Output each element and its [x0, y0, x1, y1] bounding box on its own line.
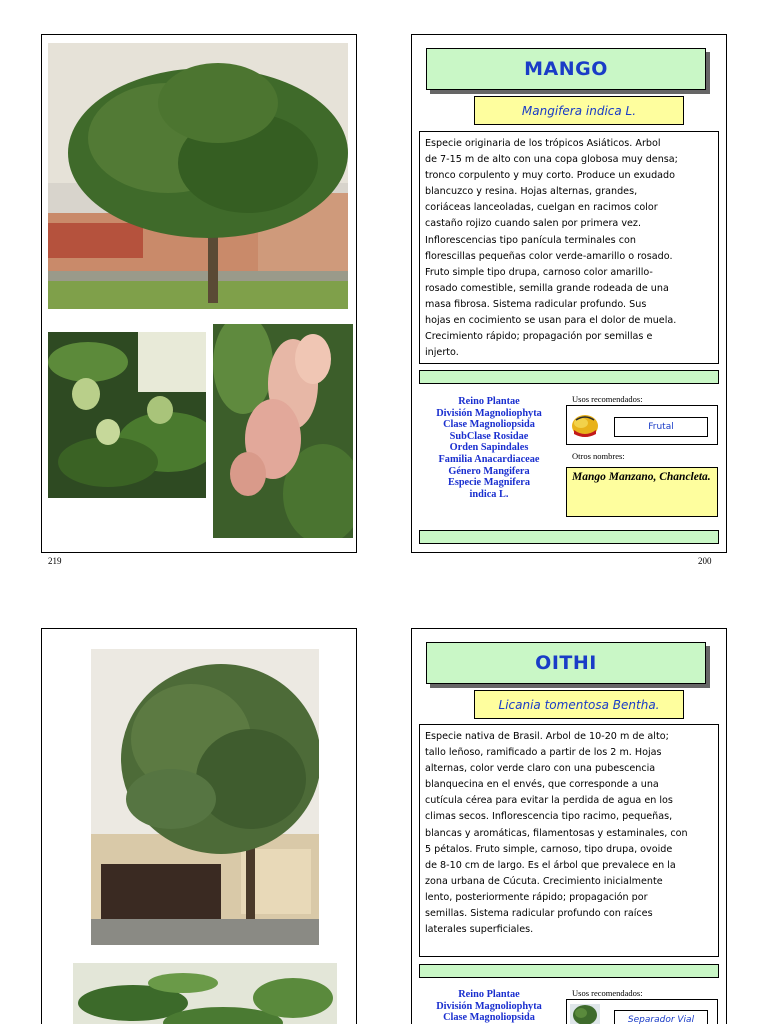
description-line: climas secos. Inflorescencia tipo racimo, pequeñas,: [425, 811, 673, 823]
description-line: castaño rojizo cuando salen por primera vez.: [425, 218, 642, 230]
taxonomy-line: Reino Plantae: [458, 396, 520, 407]
right-page-number: 200: [698, 556, 712, 566]
description-line: blancuzco y resina. Hojas alternas, grandes,: [425, 186, 638, 198]
divider-bar-top: [419, 370, 719, 384]
description-line: coriáceas lanceoladas, cuelgan en racimos color: [425, 202, 658, 214]
left-page-number: 219: [48, 556, 62, 566]
taxonomy-line: Orden Sapindales: [449, 442, 529, 454]
description-line: hojas en cocimiento se usan para el dolor de muela.: [425, 315, 677, 327]
taxonomy-line: Reino Plantae: [458, 989, 520, 1000]
description-line: laterales superficiales.: [425, 924, 534, 936]
description-line: blanquecina en el envés, que corresponde a una: [425, 779, 659, 791]
mango-fruit-photo: [48, 332, 206, 498]
description-line: alternas, color verde claro con una pubescencia: [425, 763, 656, 775]
description-line: Especie nativa de Brasil. Arbol de 10-20 m de alto;: [425, 731, 669, 742]
scientific-name-2: Licania tomentosa Bentha.: [498, 697, 660, 712]
taxonomy-line: Clase Magnoliopsida: [443, 419, 535, 431]
usos-label: Usos recomendados:: [572, 394, 643, 404]
usos-tag: Frutal: [614, 417, 708, 437]
scientific-name: Mangifera indica L.: [521, 103, 637, 118]
mango-tree-photo: [48, 43, 348, 309]
taxonomy-line: Especie Magnifera: [447, 477, 531, 489]
description-line: tallo leñoso, ramificado a partir de los 2 m. Hojas: [425, 747, 662, 759]
taxonomy-line: División Magnoliophyta: [436, 407, 542, 419]
description-line: 5 pétalos. Fruto simple, carnoso, tipo drupa, ovoide: [425, 843, 673, 855]
taxonomy-block: [421, 396, 557, 500]
description-line: Crecimiento rápido; propagación por semillas e: [425, 331, 653, 343]
scientific-name-box-2: [474, 690, 684, 719]
taxonomy-line: Clase Magnoliopsida: [443, 1012, 535, 1024]
description-line: lento, posteriormente rápido; propagación por: [425, 891, 648, 903]
usos-tag-2: Separador Vial: [614, 1010, 708, 1024]
left-page-1: [41, 34, 357, 553]
divider-bar-bottom: [419, 530, 719, 544]
taxonomy-line: División Magnoliophyta: [436, 1000, 542, 1012]
usos-label-2: Usos recomendados:: [572, 988, 643, 998]
description-line: rosado comestible, semilla grande rodeada de una: [425, 282, 669, 294]
mango-flower-photo: [213, 324, 353, 538]
description-line: de 7-15 m de alto con una copa globosa muy densa;: [425, 154, 678, 166]
description-line: tronco corpulento y muy corto. Produce un exudado: [425, 170, 676, 182]
description-line: Fruto simple tipo drupa, carnoso color amarillo-: [425, 266, 653, 278]
scientific-name-box: [474, 96, 684, 125]
species-title-box: [426, 48, 706, 90]
fruit-icon: [570, 410, 600, 440]
oithi-leaves-photo: [73, 963, 337, 1024]
otros-label: Otros nombres:: [572, 451, 625, 461]
description-line: de 8-10 cm de largo. Es el árbol que prevalece en la: [425, 859, 676, 871]
oithi-tree-photo: [91, 649, 319, 945]
taxonomy-line: Familia Anacardiaceae: [438, 453, 540, 465]
description-line: injerto.: [425, 347, 459, 359]
description-line: Inflorescencias tipo panícula terminales con: [425, 234, 636, 246]
description-line: masa fibrosa. Sistema radicular profundo. Sus: [425, 298, 647, 310]
description-line: zona urbana de Cúcuta. Crecimiento inicialmente: [425, 875, 663, 887]
tree-icon: [570, 1004, 600, 1024]
taxonomy-line: Género Mangifera: [448, 465, 530, 477]
species-title-2: OITHI: [535, 652, 597, 674]
species-title: MANGO: [524, 58, 608, 80]
description-box: [419, 131, 719, 364]
description-line: cutícula cérea para evitar la perdida de agua en los: [425, 795, 673, 807]
divider-bar-top-2: [419, 964, 719, 978]
taxonomy-line: SubClase Rosidae: [449, 430, 529, 442]
description-line: semillas. Sistema radicular profundo con raíces: [425, 908, 653, 920]
species-title-box-2: [426, 642, 706, 684]
taxonomy-line: indica L.: [469, 488, 509, 500]
left-page-2: [41, 628, 357, 1024]
taxonomy-block-2: [421, 989, 557, 1024]
description-line: Especie originaria de los trópicos Asiáticos. Arbol: [425, 138, 661, 149]
description-line: blancas y aromáticas, filamentosas y estaminales, con: [425, 827, 688, 839]
description-line: florescillas pequeñas color verde-amarillo o rosado.: [425, 250, 673, 262]
description-box-2: [419, 724, 719, 957]
otros-nombres-box: Mango Manzano, Chancleta.: [566, 467, 718, 517]
